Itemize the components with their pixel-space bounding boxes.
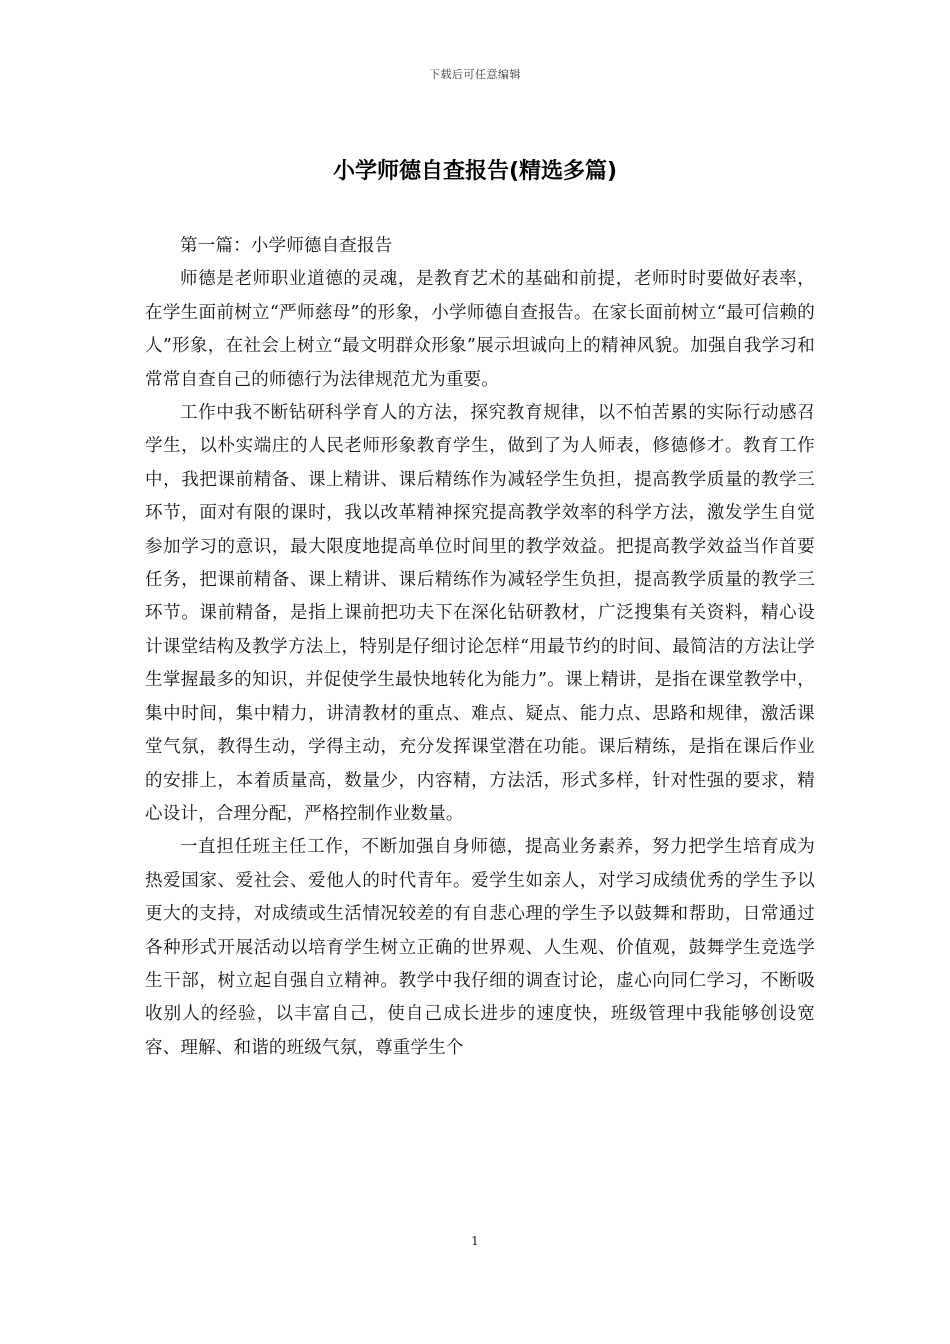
paragraph-3: 一直担任班主任工作，不断加强自身师德，提高业务素养，努力把学生培育成为热爱国家、爱社会、爱他人的时代青年。爱学生如亲人，对学习成绩优秀的学生予以更大的支持，对成绩或生活情况较差的有自悲心理的学生予以鼓舞和帮助，日常通过各种形式开展活动以培育学生树立正确的世界观、人生观、价值观，鼓舞学生竞选学生干部，树立起自强自立精神。教学中我仔细的调查讨论，虚心向同仁学习，不断吸收别人的经验，以丰富自己，使自己成长进步的速度快，班级管理中我能够创设宽容、理解、和谐的班级气氛，尊重学生个 (145, 837, 815, 1058)
document-body (145, 230, 815, 1065)
section-heading: 第一篇：小学师德自查报告 (180, 236, 393, 256)
header-note: 下载后可任意编辑 (429, 68, 521, 81)
page-number: 1 (471, 1234, 479, 1248)
paragraph-2: 工作中我不断钻研科学育人的方法，探究教育规律，以不怕苦累的实际行动感召学生，以朴实端庄的人民老师形象教育学生，做到了为人师表，修德修才。教育工作中，我把课前精备、课上精讲、课后精练作为减轻学生负担，提高教学质量的教学三环节，面对有限的课时，我以改革精神探究提高教学效率的科学方法，激发学生自觉参加学习的意识，最大限度地提高单位时间里的教学效益。把提高教学效益当作首要任务，把课前精备、课上精讲、课后精练作为减轻学生负担，提高教学质量的教学三环节。课前精备，是指上课前把功夫下在深化钻研教材，广泛搜集有关资料，精心设计课堂结构及教学方法上，特别是仔细讨论怎样“用最节约的时间、最简洁的方法让学生掌握最多的知识，并促使学生最快地转化为能力”。课上精讲，是指在课堂教学中，集中时间，集中精力，讲清教材的重点、难点、疑点、能力点、思路和规律，激活课堂气氛，教得生动，学得主动，充分发挥课堂潜在功能。课后精练，是指在课后作业的安排上，本着质量高，数量少，内容精，方法活，形式多样，针对性强的要求，精心设计，合理分配，严格控制作业数量。 (145, 403, 815, 824)
paragraph-1: 师德是老师职业道德的灵魂，是教育艺术的基础和前提，老师时时要做好表率，在学生面前树立“严师慈母”的形象，小学师德自查报告。在家长面前树立“最可信赖的人”形象，在社会上树立“最文明群众形象”展示坦诚向上的精神风貌。加强自我学习和常常自查自己的师德行为法律规范尤为重要。 (145, 269, 815, 390)
document-title: 小学师德自查报告(精选多篇) (332, 159, 618, 184)
